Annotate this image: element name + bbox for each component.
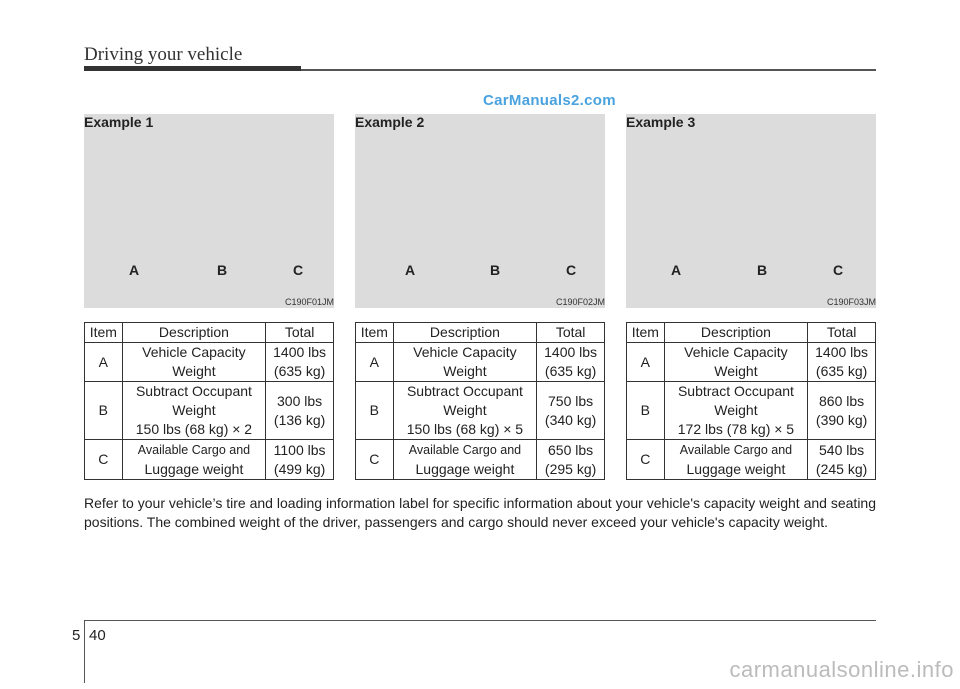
header-item: Item xyxy=(356,323,394,343)
header-item: Item xyxy=(627,323,665,343)
watermark-bottom: carmanualsonline.info xyxy=(729,657,954,682)
header-total: Total xyxy=(808,323,876,343)
cell-total: 540 lbs (245 kg) xyxy=(808,440,876,480)
cell-description: Subtract Occupant Weight 150 lbs (68 kg) × 2 xyxy=(122,382,266,440)
example-label: Example 2 xyxy=(355,114,425,130)
label-a: A xyxy=(671,262,682,278)
example-photo xyxy=(84,114,334,308)
example-1 xyxy=(84,114,334,477)
cell-item: B xyxy=(85,382,123,440)
table-row xyxy=(627,343,876,382)
table-row xyxy=(85,382,334,440)
cell-item: B xyxy=(356,382,394,440)
header-description: Description xyxy=(122,323,266,343)
example-photo xyxy=(626,114,876,308)
cell-description: Subtract Occupant Weight 150 lbs (68 kg) × 5 xyxy=(393,382,537,440)
cell-total: 300 lbs (136 kg) xyxy=(266,382,334,440)
cell-total: 860 lbs (390 kg) xyxy=(808,382,876,440)
figure-code: C190F01JM xyxy=(284,297,334,307)
example-photo xyxy=(355,114,605,308)
chapter-number: 5 xyxy=(72,627,81,644)
load-table xyxy=(355,322,605,480)
table-row xyxy=(85,440,334,480)
cell-item: C xyxy=(627,440,665,480)
cell-item: B xyxy=(627,382,665,440)
label-a: A xyxy=(129,262,140,278)
header-rule-thin xyxy=(301,69,876,71)
cell-item: A xyxy=(85,343,123,382)
header-total: Total xyxy=(266,323,334,343)
figure-code: C190F03JM xyxy=(826,297,876,307)
table-row xyxy=(356,382,605,440)
cell-description: Vehicle Capacity Weight xyxy=(664,343,808,382)
cell-description: Available Cargo and Luggage weight xyxy=(393,440,537,480)
figure-code: C190F02JM xyxy=(555,297,605,307)
cell-description: Vehicle Capacity Weight xyxy=(122,343,266,382)
cell-total: 750 lbs (340 kg) xyxy=(537,382,605,440)
watermark-top: CarManuals2.com xyxy=(483,92,616,109)
page-number: 40 xyxy=(89,627,106,644)
table-row xyxy=(356,440,605,480)
cell-total: 1400 lbs (635 kg) xyxy=(808,343,876,382)
cell-total: 1400 lbs (635 kg) xyxy=(266,343,334,382)
cell-description: Subtract Occupant Weight 172 lbs (78 kg) × 5 xyxy=(664,382,808,440)
label-c: C xyxy=(293,262,304,278)
header-description: Description xyxy=(664,323,808,343)
header-item: Item xyxy=(85,323,123,343)
table-header-row xyxy=(627,323,876,343)
header-description: Description xyxy=(393,323,537,343)
table-row xyxy=(85,343,334,382)
table-header-row xyxy=(85,323,334,343)
load-table xyxy=(84,322,334,480)
footer-separator xyxy=(84,621,85,683)
cell-item: C xyxy=(356,440,394,480)
load-table xyxy=(626,322,876,480)
label-a: A xyxy=(405,262,416,278)
example-2 xyxy=(355,114,605,477)
table-row xyxy=(627,382,876,440)
page-header-title: Driving your vehicle xyxy=(84,44,243,65)
header-total: Total xyxy=(537,323,605,343)
cell-item: A xyxy=(627,343,665,382)
cell-total: 650 lbs (295 kg) xyxy=(537,440,605,480)
cell-description: Vehicle Capacity Weight xyxy=(393,343,537,382)
label-c: C xyxy=(833,262,844,278)
example-3 xyxy=(626,114,876,477)
cell-description: Available Cargo and Luggage weight xyxy=(122,440,266,480)
table-row xyxy=(627,440,876,480)
cell-total: 1100 lbs (499 kg) xyxy=(266,440,334,480)
example-label: Example 1 xyxy=(84,114,154,130)
table-row xyxy=(356,343,605,382)
label-b: B xyxy=(490,262,501,278)
label-b: B xyxy=(217,262,228,278)
footer-rule xyxy=(84,620,876,621)
example-label: Example 3 xyxy=(626,114,696,130)
header-rule-thick xyxy=(84,66,301,71)
label-b: B xyxy=(757,262,768,278)
cell-item: A xyxy=(356,343,394,382)
table-header-row xyxy=(356,323,605,343)
cell-item: C xyxy=(85,440,123,480)
cell-description: Available Cargo and Luggage weight xyxy=(664,440,808,480)
cell-total: 1400 lbs (635 kg) xyxy=(537,343,605,382)
body-paragraph: Refer to your vehicle’s tire and loading information label for specific information about your vehicle's capacity weight and seating positions. The combined weight of the driver, passengers and cargo should never exceed your vehicle's capacity weight. xyxy=(84,495,876,530)
label-c: C xyxy=(566,262,577,278)
